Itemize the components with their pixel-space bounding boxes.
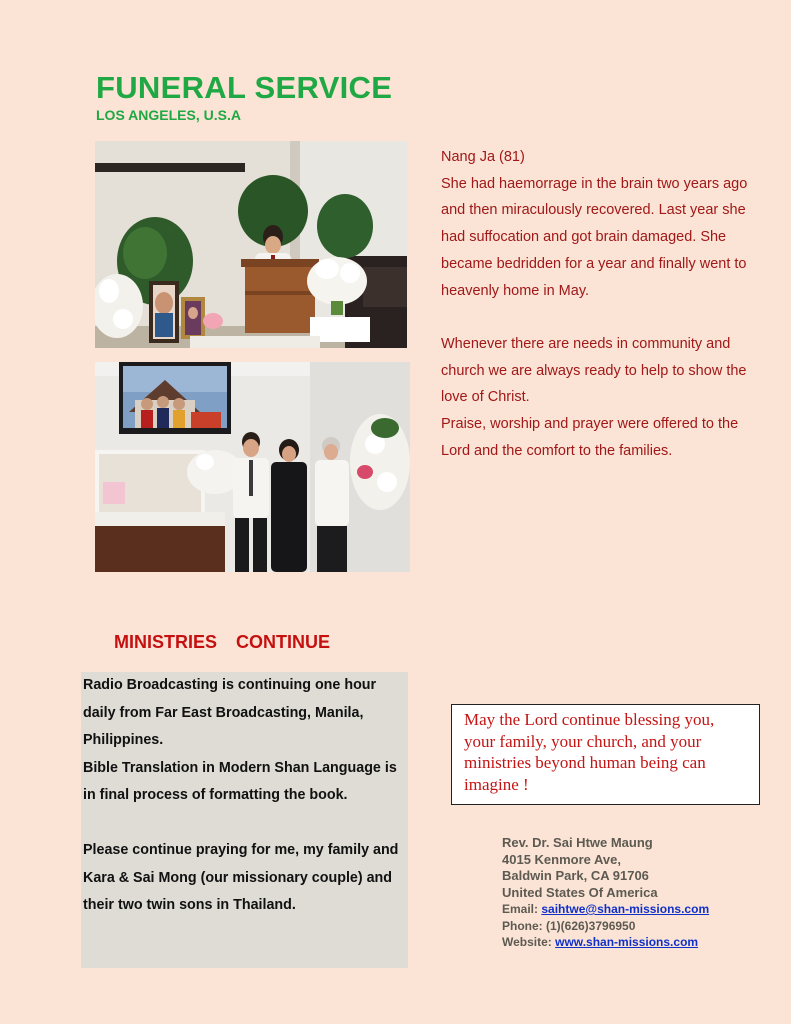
family-casket-photo (95, 362, 410, 572)
contact-phone: Phone: (1)(626)3796950 (502, 918, 636, 933)
funeral-story (441, 144, 751, 464)
contact-country: United States Of America (502, 884, 658, 900)
funeral-podium-photo (95, 141, 407, 348)
ministries-heading: MINISTRIES CONTINUE (114, 632, 331, 652)
ministries-paragraph-1: Radio Broadcasting is continuing one hour daily from Far East Broadcasting, Manila, Philippines. (83, 677, 377, 748)
contact-website-row (502, 934, 709, 951)
blessing-box: May the Lord continue blessing you, your family, your church, and your ministries beyond human being can imagine ! (451, 704, 760, 805)
contact-block (502, 835, 709, 951)
email-link[interactable]: saihtwe@shan-missions.com (541, 902, 710, 916)
contact-name: Rev. Dr. Sai Htwe Maung (502, 835, 653, 850)
story-paragraph-1: She had haemorrage in the brain two years ago and then miraculously recovered. Last year she had suffocation and got brain damaged. She became bedridden for a year and finally went to heavenly home in May. (441, 175, 748, 299)
family-casket-illustration (95, 362, 410, 572)
story-paragraph-2: Whenever there are needs in community and church we are always ready to help to show the love of Christ. (441, 335, 747, 406)
ministries-paragraph-2: Bible Translation in Modern Shan Language is in final process of formatting the book. (83, 759, 397, 803)
contact-address-line-2: Baldwin Park, CA 91706 (502, 868, 649, 883)
website-label: Website: (502, 935, 552, 949)
email-label: Email: (502, 902, 539, 916)
ministries-paragraph-3: Please continue praying for me, my family and Kara & Sai Mong (our missionary couple) and their two twin sons in Thailand. (83, 842, 399, 913)
contact-address-line-1: 4015 Kenmore Ave, (502, 851, 621, 867)
page-title: FUNERAL SERVICE (96, 70, 393, 105)
funeral-podium-illustration (95, 141, 407, 348)
story-paragraph-3: Praise, worship and prayer were offered to the Lord and the comfort to the families. (441, 416, 739, 459)
website-link[interactable]: www.shan-missions.com (555, 935, 699, 949)
page-subtitle: LOS ANGELES, U.S.A (96, 107, 241, 123)
contact-email-row (502, 901, 709, 918)
deceased-name: Nang Ja (81) (441, 149, 525, 165)
ministries-box (81, 672, 408, 968)
